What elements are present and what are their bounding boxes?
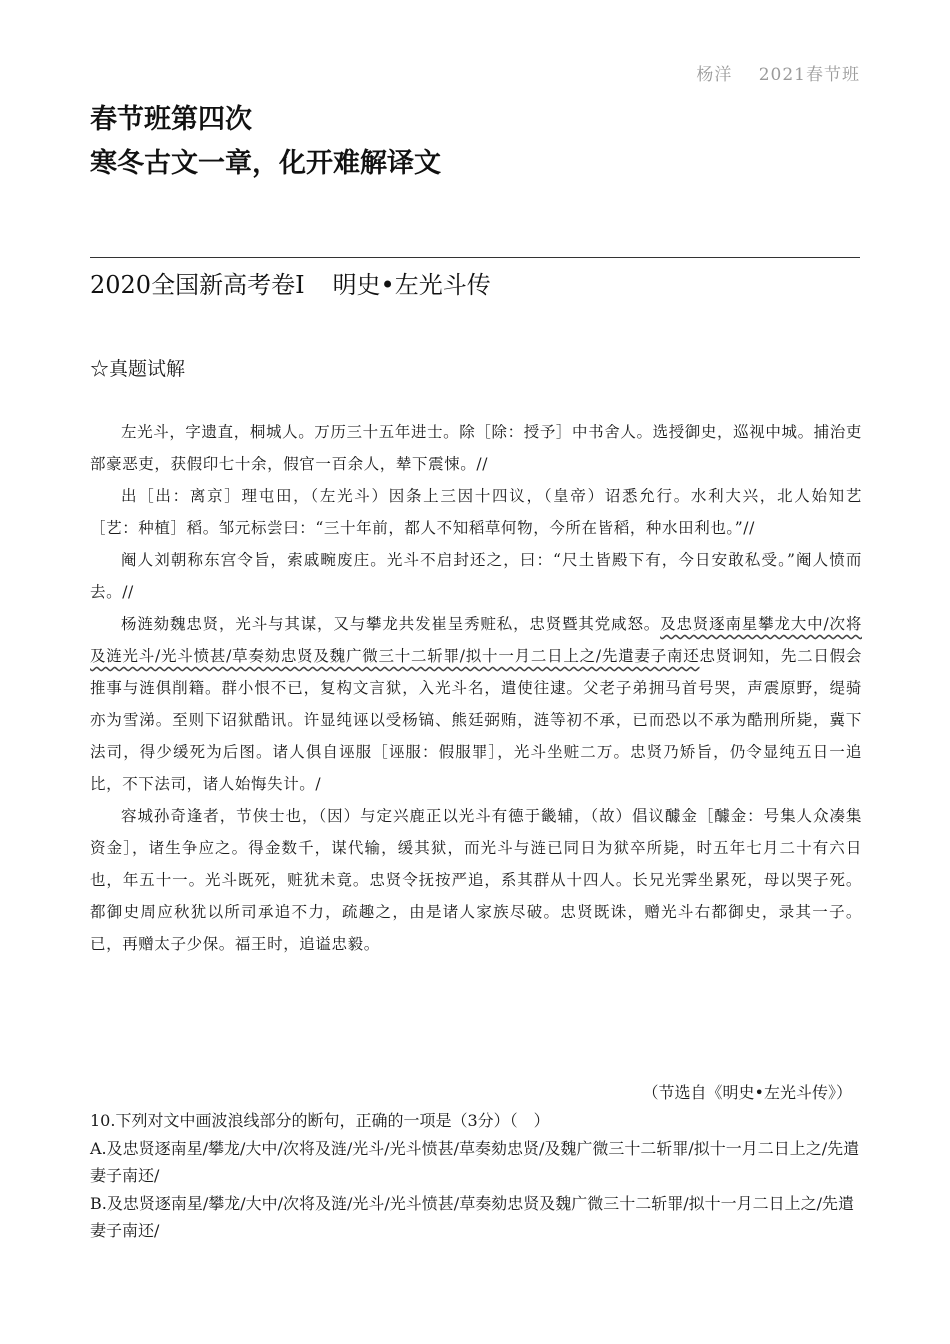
divider: [90, 257, 860, 258]
title-line-1: 春节班第四次: [90, 104, 252, 135]
title-line-2: 寒冬古文一章，化开难解译文: [90, 148, 441, 179]
option-a[interactable]: A.及忠贤逐南星/攀龙/大中/次将及涟/光斗/光斗愤甚/草奏劾忠贤/及魏广微三十二斩罪/拟十一月二日上之/先遣妻子南还/: [90, 1138, 860, 1185]
page-title: [90, 98, 441, 186]
wavy-underlined-passage: 及忠贤逐南星攀龙大中/次将及涟光斗/光斗愤甚/草奏劾忠贤及魏广微三十二斩罪/拟十一月二日上之/先遣妻子南还: [90, 615, 862, 665]
passage-paragraph-4: [90, 608, 862, 800]
passage-p4-text-b: 忠贤诇知，先二日假会推事与涟俱削籍。群小恨不已，复构文言狱，入光斗名，遣使往逮。父老子弟拥马首号哭，声震原野，缇骑亦为雪涕。至则下诏狱酷讯。许显纯诬以受杨镐、熊廷弼贿，涟等初不承，已而恐以不承为酷刑所毙，冀下法司，得少缓死为后图。诸人俱自诬服［诬服：假服罪］，光斗坐赃二万。忠贤乃矫旨，仍令显纯五日一追比，不下法司，诸人始悔失计。/: [90, 647, 862, 793]
passage-paragraph-5: 容城孙奇逢者，节侠士也，（因）与定兴鹿正以光斗有德于畿辅，（故）倡议醵金［醵金：号集人众凑集资金］，诸生争应之。得金数千，谋代输，缓其狱，而光斗与涟已同日为狱卒所毙，时五年七月二十有六日也，年五十一。光斗既死，赃犹未竟。忠贤令抚按严追，系其群从十四人。长兄光霁坐累死，母以哭子死。都御史周应秋犹以所司承追不力，疏趣之，由是诸人家族尽破。忠贤既诛，赠光斗右都御史，录其一子。已，再赠太子少保。福王时，追谥忠毅。: [90, 807, 862, 953]
option-b[interactable]: B.及忠贤逐南星/攀龙/大中/次将及涟/光斗/光斗愤甚/草奏劾忠贤及魏广微三十二斩罪/拟十一月二日上之/先遣妻子南还/: [90, 1193, 854, 1240]
exam-source: 2020全国新高考卷Ⅰ: [90, 271, 305, 299]
question-stem: 10.下列对文中画波浪线部分的断句，正确的一项是（3分）（ ）: [90, 1111, 550, 1130]
exam-name: 明史•左光斗传: [332, 271, 491, 299]
section-label: ☆真题试解: [90, 358, 186, 380]
passage: [90, 416, 862, 960]
question-10: [90, 1107, 862, 1245]
passage-paragraph-3: 阉人刘朝称东宫令旨，索戚畹废庄。光斗不启封还之，曰：“尺土皆殿下有，今日安敢私受。”阉人愤而去。//: [90, 551, 862, 601]
header-author: 杨洋: [696, 65, 733, 85]
exam-heading: [90, 268, 491, 302]
passage-p4-text-a: 杨涟劾魏忠贤，光斗与其谋，又与攀龙共发崔呈秀赃私，忠贤暨其党咸怒。: [121, 615, 661, 633]
page-header: [696, 60, 860, 85]
passage-paragraph-1: 左光斗，字遗直，桐城人。万历三十五年进士。除［除：授予］中书舍人。选授御史，巡视中城。捕治吏部豪恶吏，获假印七十余，假官一百余人，辇下震悚。//: [90, 423, 862, 473]
passage-paragraph-2: 出［出：离京］理屯田，（左光斗）因条上三因十四议，（皇帝）诏悉允行。水利大兴，北人始知艺［艺：种植］稻。邹元标尝曰：“三十年前，都人不知稻草何物，今所在皆稻，种水田利也。”//: [90, 487, 862, 537]
header-course: 2021春节班: [758, 65, 860, 85]
source-note: （节选自《明史•左光斗传》）: [642, 1083, 852, 1102]
